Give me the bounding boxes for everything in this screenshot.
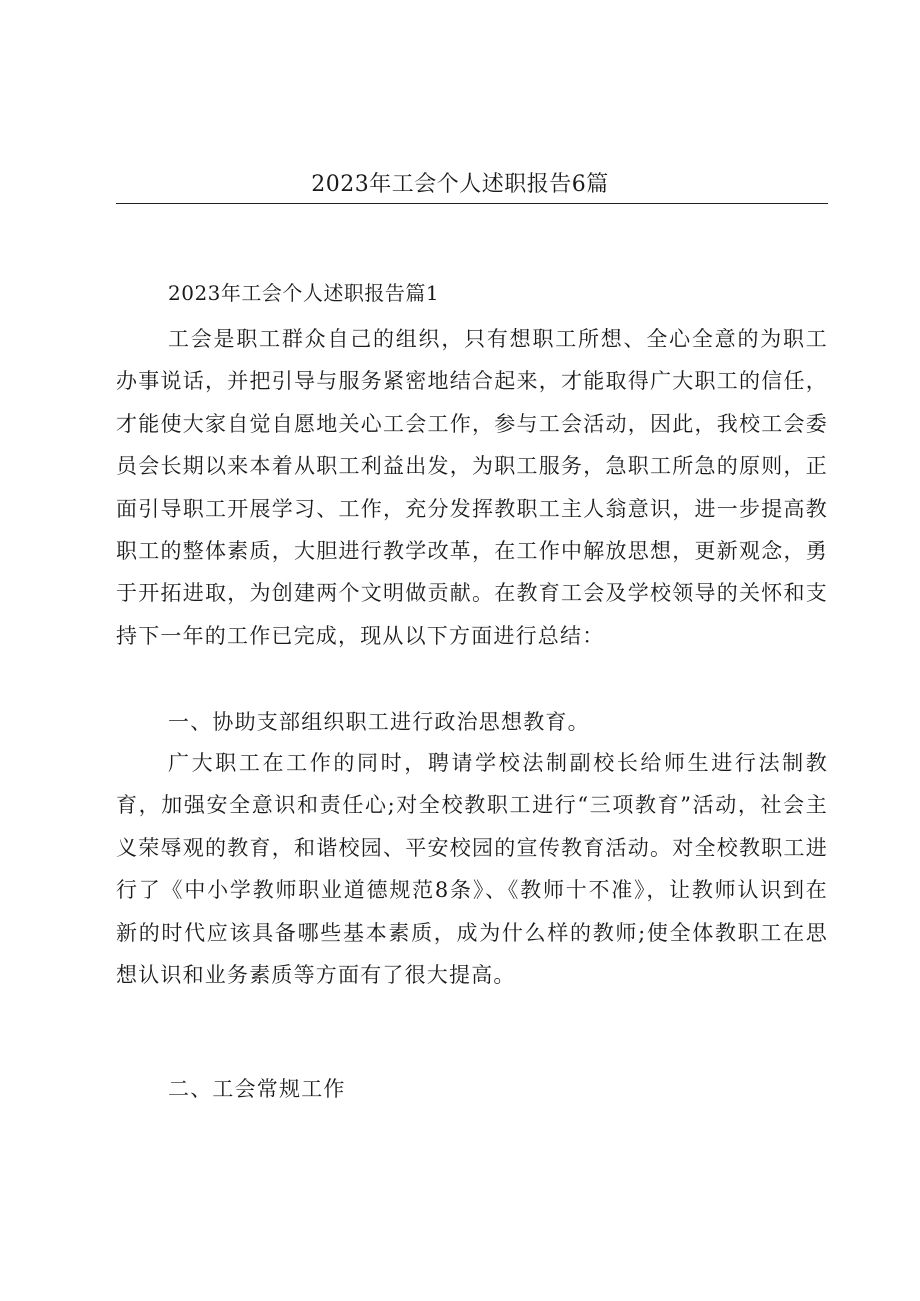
paragraph-political-education: 广大职工在工作的同时，聘请学校法制副校长给师生进行法制教育，加强安全意识和责任心;对全校教职工进行“三项教育”活动，社会主义荣辱观的教育，和谐校园、平安校园的宣传教育活动。对全校教职工进行了《中小学教师职业道德规范8条》、《教师十不准》，让教师认识到在新的时代应该具备哪些基本素质，成为什么样的教师;使全体教职工在思想认识和业务素质等方面有了很大提高。 <box>116 751 828 988</box>
paragraph-intro: 工会是职工群众自己的组织，只有想职工所想、全心全意的为职工办事说话，并把引导与服务紧密地结合起来，才能取得广大职工的信任，才能使大家自觉自愿地关心工会工作，参与工会活动，因此，我校工会委员会长期以来本着从职工利益出发，为职工服务，急职工所急的原则，正面引导职工开展学习、工作，充分发挥教职工主人翁意识，进一步提高教职工的整体素质，大胆进行教学改革，在工作中解放思想，更新观念，勇于开拓进取，为创建两个文明做贡献。在教育工会及学校领导的关怀和支持下一年的工作已完成，现从以下方面进行总结： <box>116 327 828 648</box>
subheading-routine-work: 二、工会常规工作 <box>168 1077 346 1101</box>
section-heading: 2023年工会个人述职报告篇1 <box>168 281 440 305</box>
subheading-political-education: 一、协助支部组织职工进行政治思想教育。 <box>168 710 590 734</box>
title-divider <box>116 203 828 204</box>
document-title: 2023年工会个人述职报告6篇 <box>311 172 609 197</box>
